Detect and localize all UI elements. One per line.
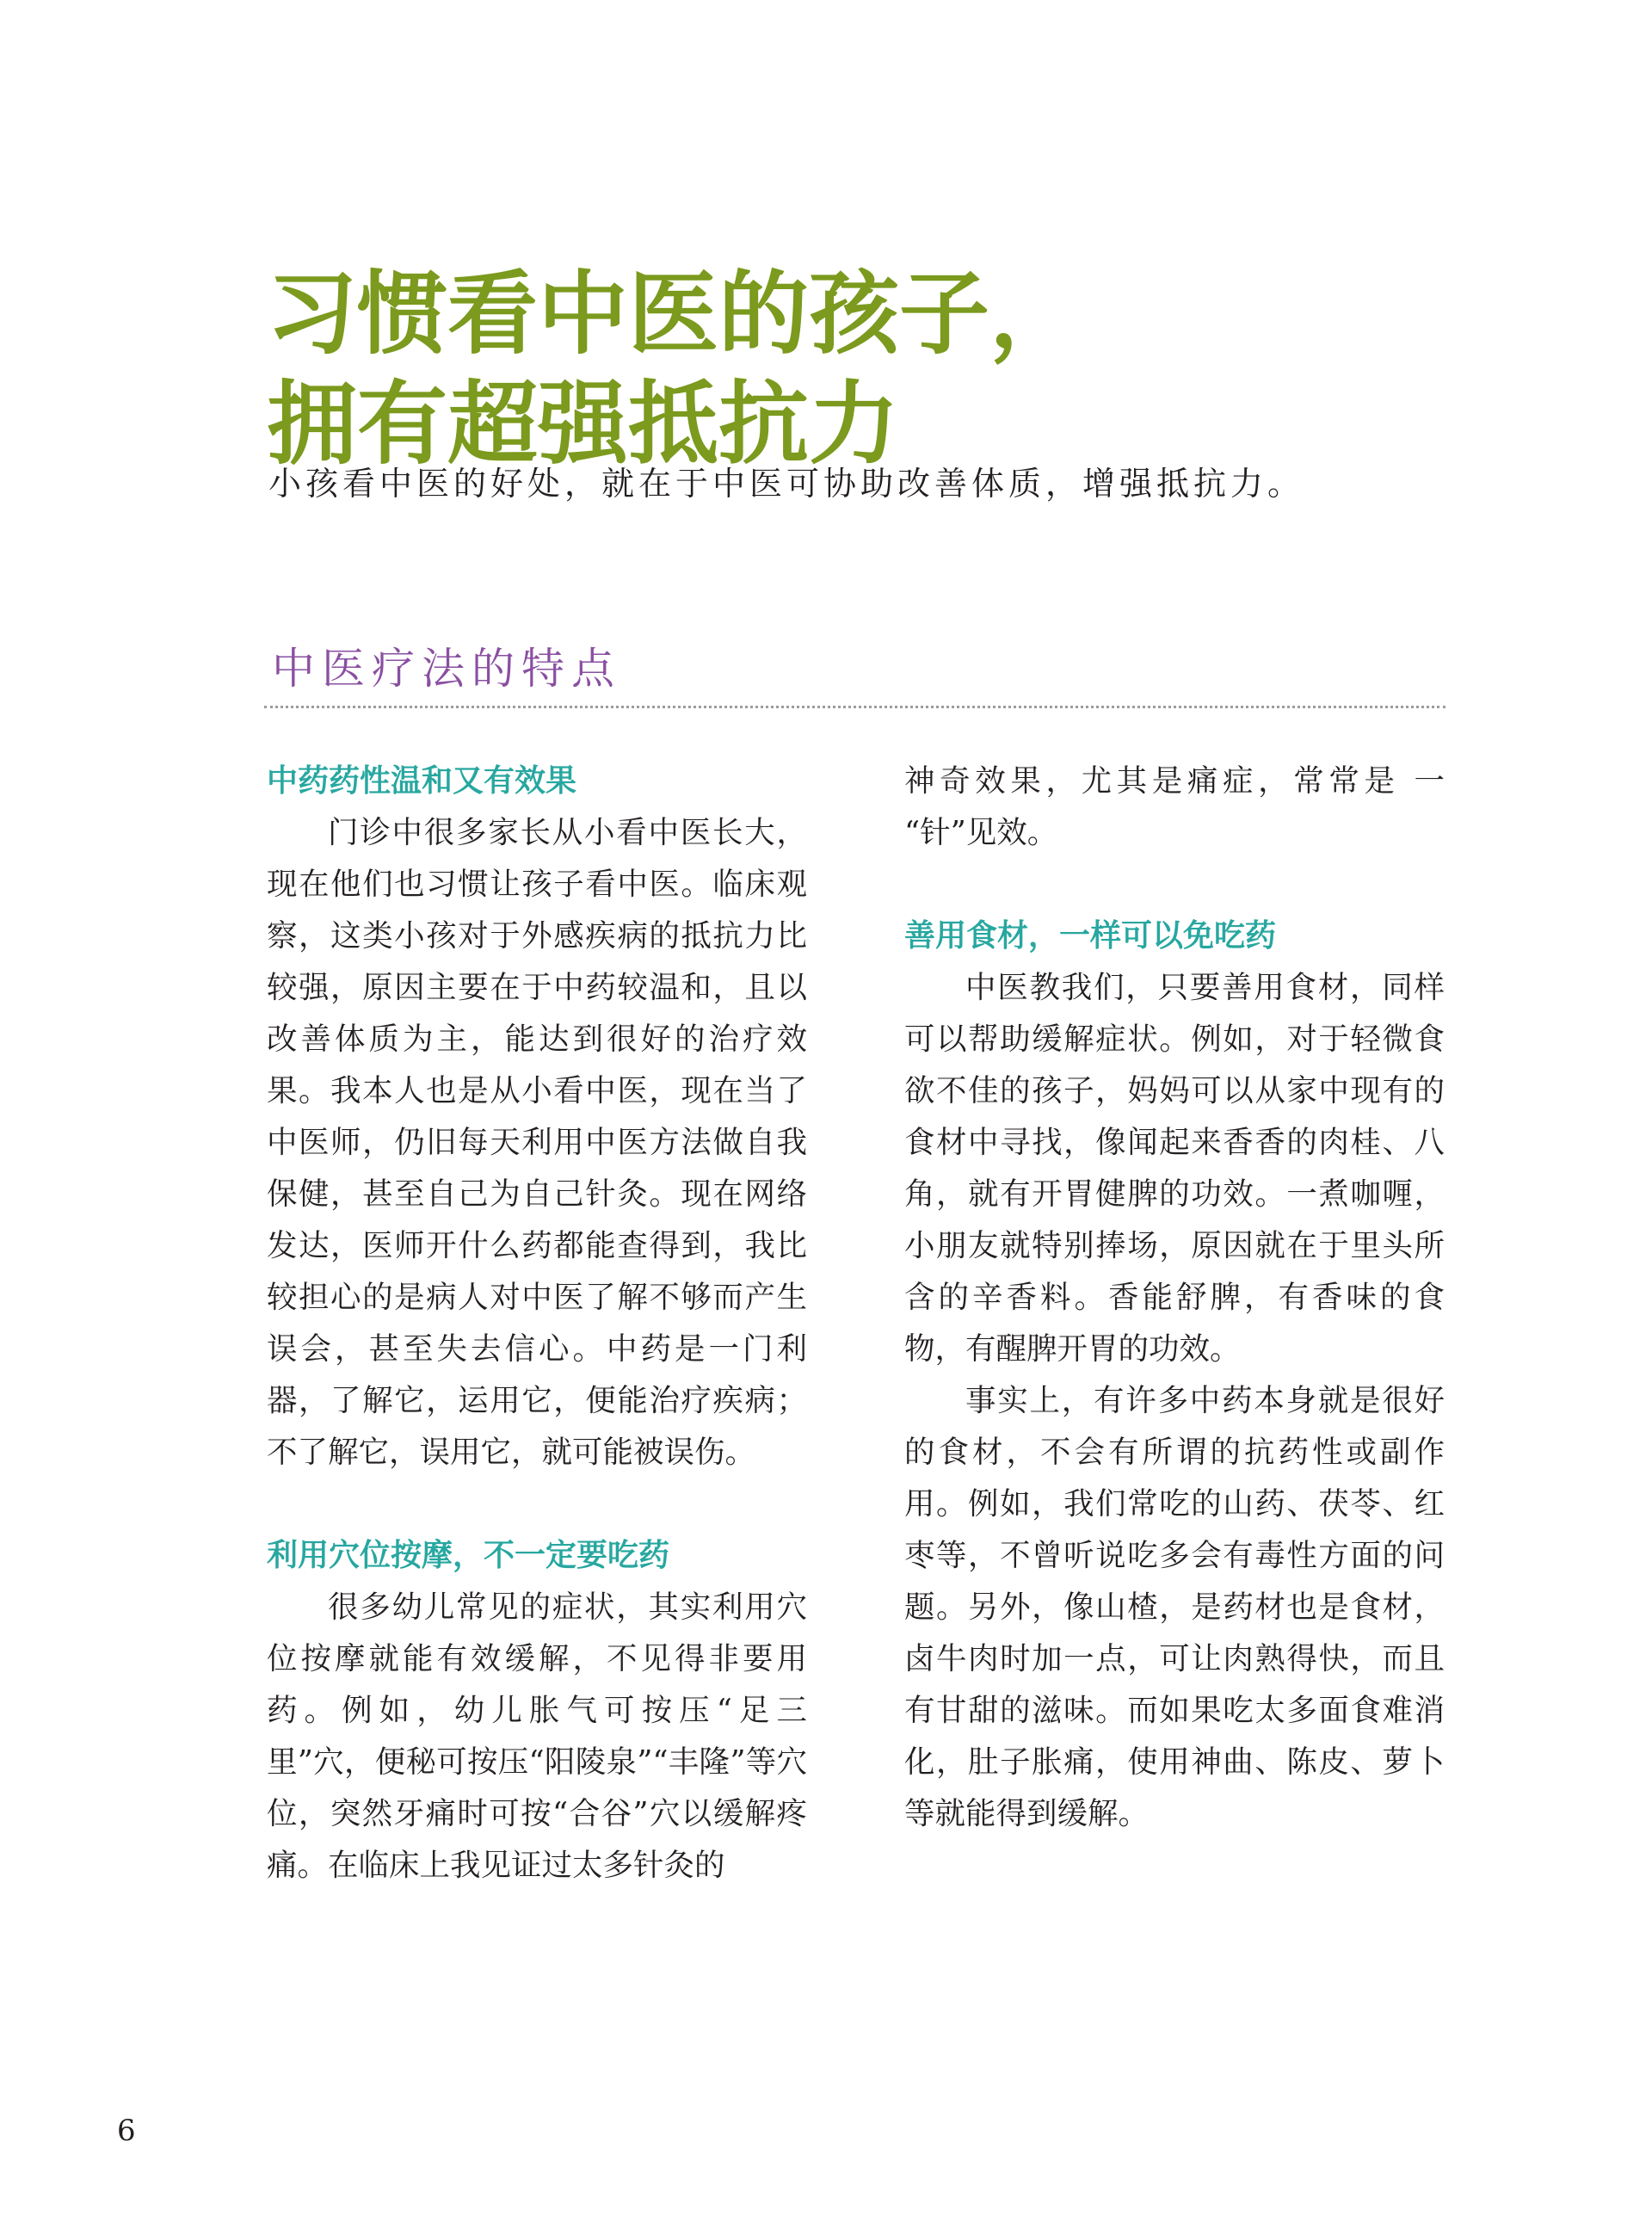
section-gap <box>904 859 1445 910</box>
subheading-acupressure: 利用穴位按摩，不一定要吃药 <box>267 1538 670 1573</box>
section-title: 中医疗法的特点 <box>272 644 621 694</box>
right-column <box>904 756 1445 1840</box>
paragraph-acupressure-continued: 神奇效果，尤其是痛症，常常是 一 “针”见效。 <box>904 763 1445 850</box>
paragraph-food-therapy-2: 事实上，有许多中药本身就是很好的食材，不会有所谓的抗药性或副作用。例如，我们常吃的山药、茯苓、红枣等，不曾听说吃多会有毒性方面的问题。另外，像山楂，是药材也是食材，卤牛肉时加一点，可让肉熟得快，而且有甘甜的滋味。而如果吃太多面食难消化，肚子胀痛，使用神曲、陈皮、萝卜等就能得到缓解。 <box>904 1383 1445 1831</box>
paragraph-acupressure: 很多幼儿常见的症状，其实利用穴位按摩就能有效缓解，不见得非要用药。例如，幼儿胀气可按压“足三里”穴，便秘可按压“阳陵泉”“丰隆”等穴位，突然牙痛时可按“合谷”穴以缓解疼痛。在临床上我见证过太多针灸的 <box>267 1589 807 1883</box>
section-gap <box>267 1478 807 1530</box>
paragraph-herbal-medicine: 门诊中很多家长从小看中医长大，现在他们也习惯让孩子看中医。临床观察，这类小孩对于外感疾病的抵抗力比较强，原因主要在于中药较温和，且以改善体质为主，能达到很好的治疗效果。我本人也是从小看中医，现在当了中医师，仍旧每天利用中医方法做自我保健，甚至自己为自己针灸。现在网络发达，医师开什么药都能查得到，我比较担心的是病人对中医了解不够而产生误会，甚至失去信心。中药是一门利器，了解它，运用它，便能治疗疾病；不了解它，误用它，就可能被误伤。 <box>267 815 807 1470</box>
paragraph-food-therapy-1: 中医教我们，只要善用食材，同样可以帮助缓解症状。例如，对于轻微食欲不佳的孩子，妈妈可以从家中现有的食材中寻找，像闻起来香香的肉桂、八角，就有开胃健脾的功效。一煮咖喱，小朋友就特别捧场，原因就在于里头所含的辛香料。香能舒脾，有香味的食物，有醒脾开胃的功效。 <box>904 970 1445 1367</box>
left-column <box>267 756 807 1892</box>
subheading-herbal-medicine: 中药药性温和又有效果 <box>267 763 577 799</box>
page-title-line-1: 习惯看中医的孩子， <box>267 260 1081 367</box>
page-title <box>267 258 1080 478</box>
page-number: 6 <box>117 2114 136 2148</box>
dotted-divider <box>264 706 1446 708</box>
subheading-food-therapy: 善用食材，一样可以免吃药 <box>904 918 1277 954</box>
page-title-line-2: 拥有超强抵抗力 <box>267 370 900 477</box>
page-subtitle: 小孩看中医的好处，就在于中医可协助改善体质，增强抵抗力。 <box>268 465 1305 503</box>
